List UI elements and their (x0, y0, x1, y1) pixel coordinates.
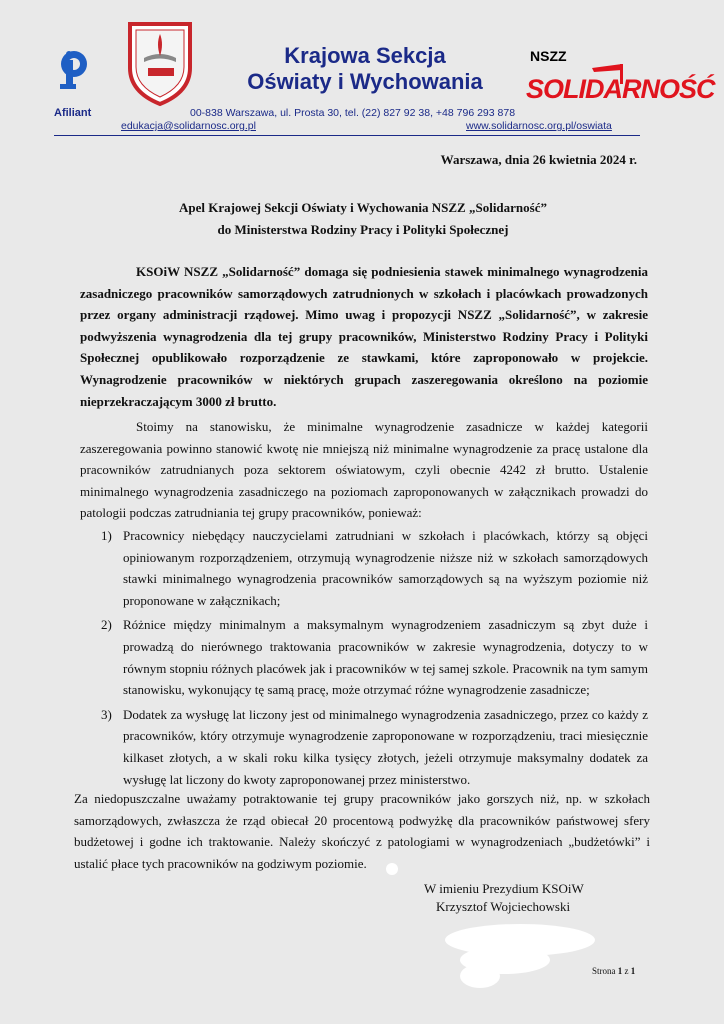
address: 00-838 Warszawa, ul. Prosta 30, tel. (22) 827 92 38, +48 796 293 878 (190, 107, 516, 119)
letter-date: Warszawa, dnia 26 kwietnia 2024 r. (440, 152, 637, 167)
organization-title (220, 43, 510, 95)
reasons-list (101, 525, 648, 793)
list-item (101, 525, 648, 611)
list-text: Pracownicy niebędący nauczycielami zatrudniani w szkołach i placówkach, którzy są objęci opiniowanym rozporządzeniem, otrzymują wynagrodzenie niższe niż w szkołach samorządowych stawki minimalnego wynagrodzenia pracowników samorządowych są na wyższym poziomie niż proponowane w załącznikach; (123, 528, 648, 608)
list-item (101, 614, 648, 700)
list-number: 2) (101, 617, 112, 633)
heading-line-2: do Ministerstwa Rodziny Pracy i Polityki Społecznej (217, 222, 509, 237)
redacted-signature (440, 918, 600, 990)
education-international-logo (52, 48, 92, 106)
svg-text:SOLIDARNOŚĆ: SOLIDARNOŚĆ (526, 74, 715, 104)
nszz-label: NSZZ (530, 48, 567, 64)
afiliant-label: Afiliant (54, 107, 92, 119)
signature-name: Krzysztof Wojciechowski (436, 899, 571, 914)
page-separator: z (624, 966, 629, 976)
letter-heading (70, 197, 656, 241)
list-item (101, 704, 648, 790)
list-number: 3) (101, 706, 112, 722)
solidarnosc-logo (522, 62, 715, 104)
ksoiw-shield-logo (126, 20, 194, 106)
paragraph-2: Stoimy na stanowisku, że minimalne wynagrodzenie zasadnicze w każdej kategorii zaszeregowania powinno stanowić kwotę nie mniejszą niż minimalne wynagrodzenie za pracę ustalone dla pracowników zatrudnianych poza sektorem oświatowym, czyli obecnie 4242 zł brutto. Ustalenie minimalnego wynagrodzenia zasadniczego na poziomach zaproponowanych w załącznikach prowadzi do patologii podczas zatrudniania tej grupy pracowników, ponieważ: (80, 419, 648, 521)
page-current: 1 (617, 966, 623, 976)
list-text: Różnice między minimalnym a maksymalnym wynagrodzeniem zasadniczym są zbyt duże i prowadzą do nierównego traktowania pracowników w zakresie wynagrodzenia, dotyczy to w równym stopniu różnych placówek jak i pracowników w tej samej szkole. Pracownik na tym samym stanowisku, wykonujący tę samą pracę, może otrzymać różne wynagrodzenie zasadnicze; (123, 617, 648, 698)
redaction-dot (386, 863, 398, 875)
title-line-2: Oświaty i Wychowania (247, 69, 483, 94)
list-number: 1) (101, 528, 112, 543)
letterhead (0, 0, 724, 140)
signature-line-1: W imieniu Prezydium KSOiW (424, 881, 584, 896)
page-number (592, 966, 635, 976)
page-label: Strona (592, 966, 616, 976)
list-text: Dodatek za wysługę lat liczony jest od minimalnego wynagrodzenia zasadniczego, przez co każdy z pracowników, który otrzymuje wynagrodzenie zaproponowane w rozporządzeniu, traci miesięcznie kilkaset złotych, a w skali roku kilka tysięcy złotych, jeżeli otrzymuje maksymalny dodatek za wysługę lat liczony do kwoty zaproponowanej przez ministerstwo. (123, 706, 648, 787)
page-total: 1 (630, 966, 636, 976)
paragraph-1: KSOiW NSZZ „Solidarność” domaga się podniesienia stawek minimalnego wynagrodzenia zasadniczego pracowników samorządowych zatrudnionych w szkołach i placówkach prowadzonych przez organy administracji rządowej. Mimo uwag i propozycji NSZZ „Solidarność”, w zakresie podwyższenia wynagrodzenia dla tej grupy pracowników, Ministerstwo Rodziny Pracy i Polityki Społecznej opublikowało rozporządzenie ze stawkami, które zaproponowało w projekcie. Wynagrodzenie pracowników w niektórych grupach zaszeregowania określono na poziomie nieprzekraczającym 3000 zł brutto. (80, 264, 648, 409)
website-link[interactable]: www.solidarnosc.org.pl/oswiata (466, 120, 612, 132)
header-divider (54, 135, 640, 136)
paragraph-3: Za niedopuszczalne uważamy potraktowanie tej grupy pracowników jako gorszych niż, np. w szkołach samorządowych, zwłaszcza że rząd obiecał 20 procentową podwyżkę dla pracowników państwowej sfery budżetowej i godne ich traktowanie. Należy skończyć z patologiami w wynagrodzeniach „budżetówki” i ustalić płace tych pracowników na godziwym poziomie. (74, 791, 650, 871)
email-link[interactable]: edukacja@solidarnosc.org.pl (121, 120, 256, 132)
title-line-1: Krajowa Sekcja (284, 43, 446, 68)
heading-line-1: Apel Krajowej Sekcji Oświaty i Wychowania NSZZ „Solidarność” (179, 200, 547, 215)
